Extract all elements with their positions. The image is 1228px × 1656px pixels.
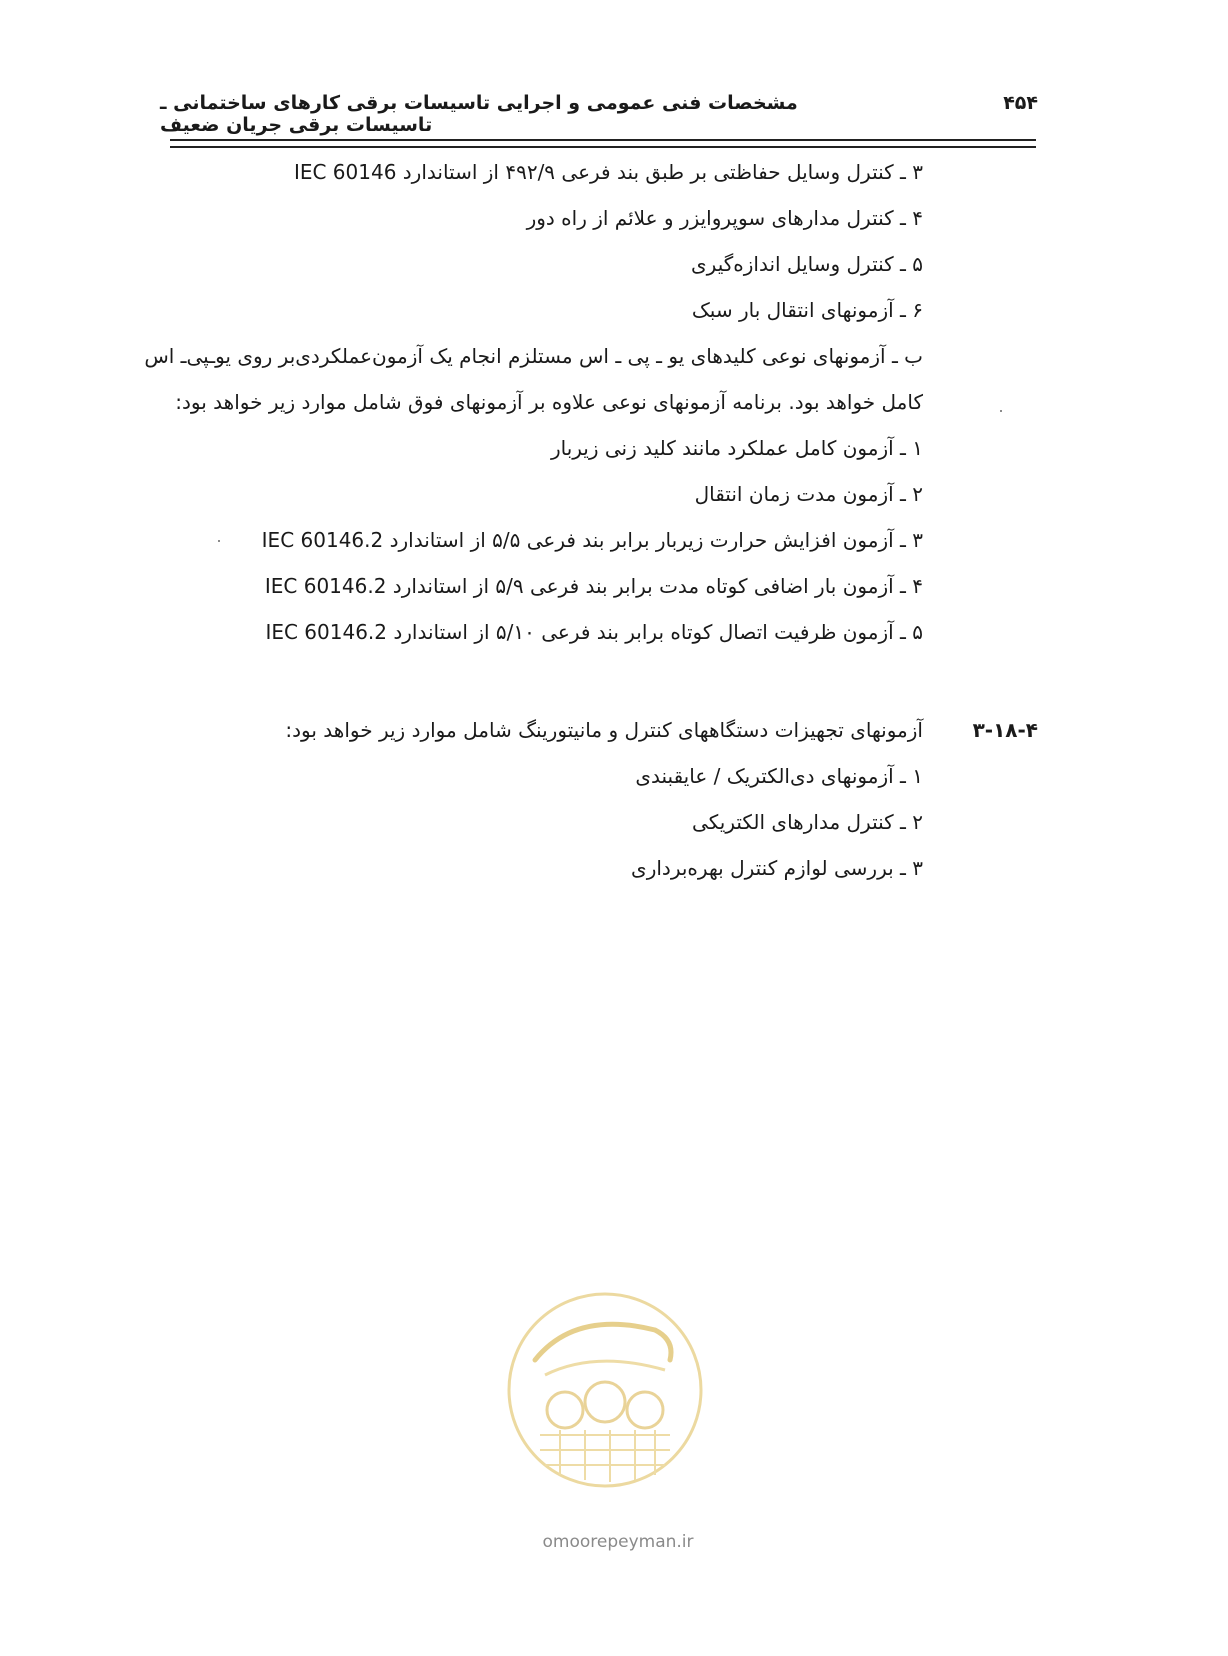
section-number: ۳-۱۸-۴ [972, 718, 1038, 742]
list-item: ۲ ـ آزمون مدت زمان انتقال [694, 482, 923, 506]
page-number: ۴۵۴ [1003, 92, 1038, 114]
list-item: ۵ ـ آزمون ظرفیت اتصال کوتاه برابر بند فرعی ۵/۱۰ از استاندارد IEC 60146.2 [265, 620, 923, 644]
list-item: ۴ ـ کنترل مدارهای سوپروایزر و علائم از راه دور [526, 206, 923, 230]
watermark-site: omoorepeyman.ir [542, 1532, 694, 1552]
header-rule-top [170, 139, 1036, 141]
list-item: ۲ ـ کنترل مدارهای الکتریکی [692, 810, 923, 834]
paragraph-line: کامل خواهد بود. برنامه آزمونهای نوعی علاوه بر آزمونهای فوق شامل موارد زیر خواهد بود: [175, 390, 923, 414]
list-item: ۴ ـ آزمون بار اضافی کوتاه مدت برابر بند فرعی ۵/۹ از استاندارد IEC 60146.2 [264, 574, 923, 598]
paragraph-line: ب ـ آزمونهای نوعی کلیدهای یو ـ پی ـ اس مستلزم انجام یک آزمون‌عملکردی‌بر روی یو‌ـپی‌ـ اس [144, 344, 923, 368]
list-item: ۱ ـ آزمونهای دی‌الکتریک / عایقبندی [635, 764, 923, 788]
list-item: ۳ ـ آزمون افزایش حرارت زیربار برابر بند فرعی ۵/۵ از استاندارد IEC 60146.2 [261, 528, 923, 552]
list-item: ۵ ـ کنترل وسایل اندازه‌گیری [691, 252, 923, 276]
speck [218, 540, 220, 542]
running-header-title: مشخصات فنی عمومی و اجرایی تاسیسات برقی کارهای ساختمانی ـ تاسیسات برقی جریان ضعیف [160, 92, 798, 136]
list-item: ۱ ـ آزمون کامل عملکرد مانند کلید زنی زیربار [550, 436, 923, 460]
watermark-logo [505, 1290, 705, 1490]
list-item: ۶ ـ آزمونهای انتقال بار سبک [691, 298, 923, 322]
section-intro: آزمونهای تجهیزات دستگاههای کنترل و مانیتورینگ شامل موارد زیر خواهد بود: [285, 718, 923, 742]
header-rule-bottom [170, 146, 1036, 148]
list-item: ۳ ـ بررسی لوازم کنترل بهره‌برداری [631, 856, 923, 880]
list-item: ۳ ـ کنترل وسایل حفاظتی بر طبق بند فرعی ۴۹۲/۹ از استاندارد IEC 60146 [293, 160, 923, 184]
speck [1000, 410, 1002, 412]
